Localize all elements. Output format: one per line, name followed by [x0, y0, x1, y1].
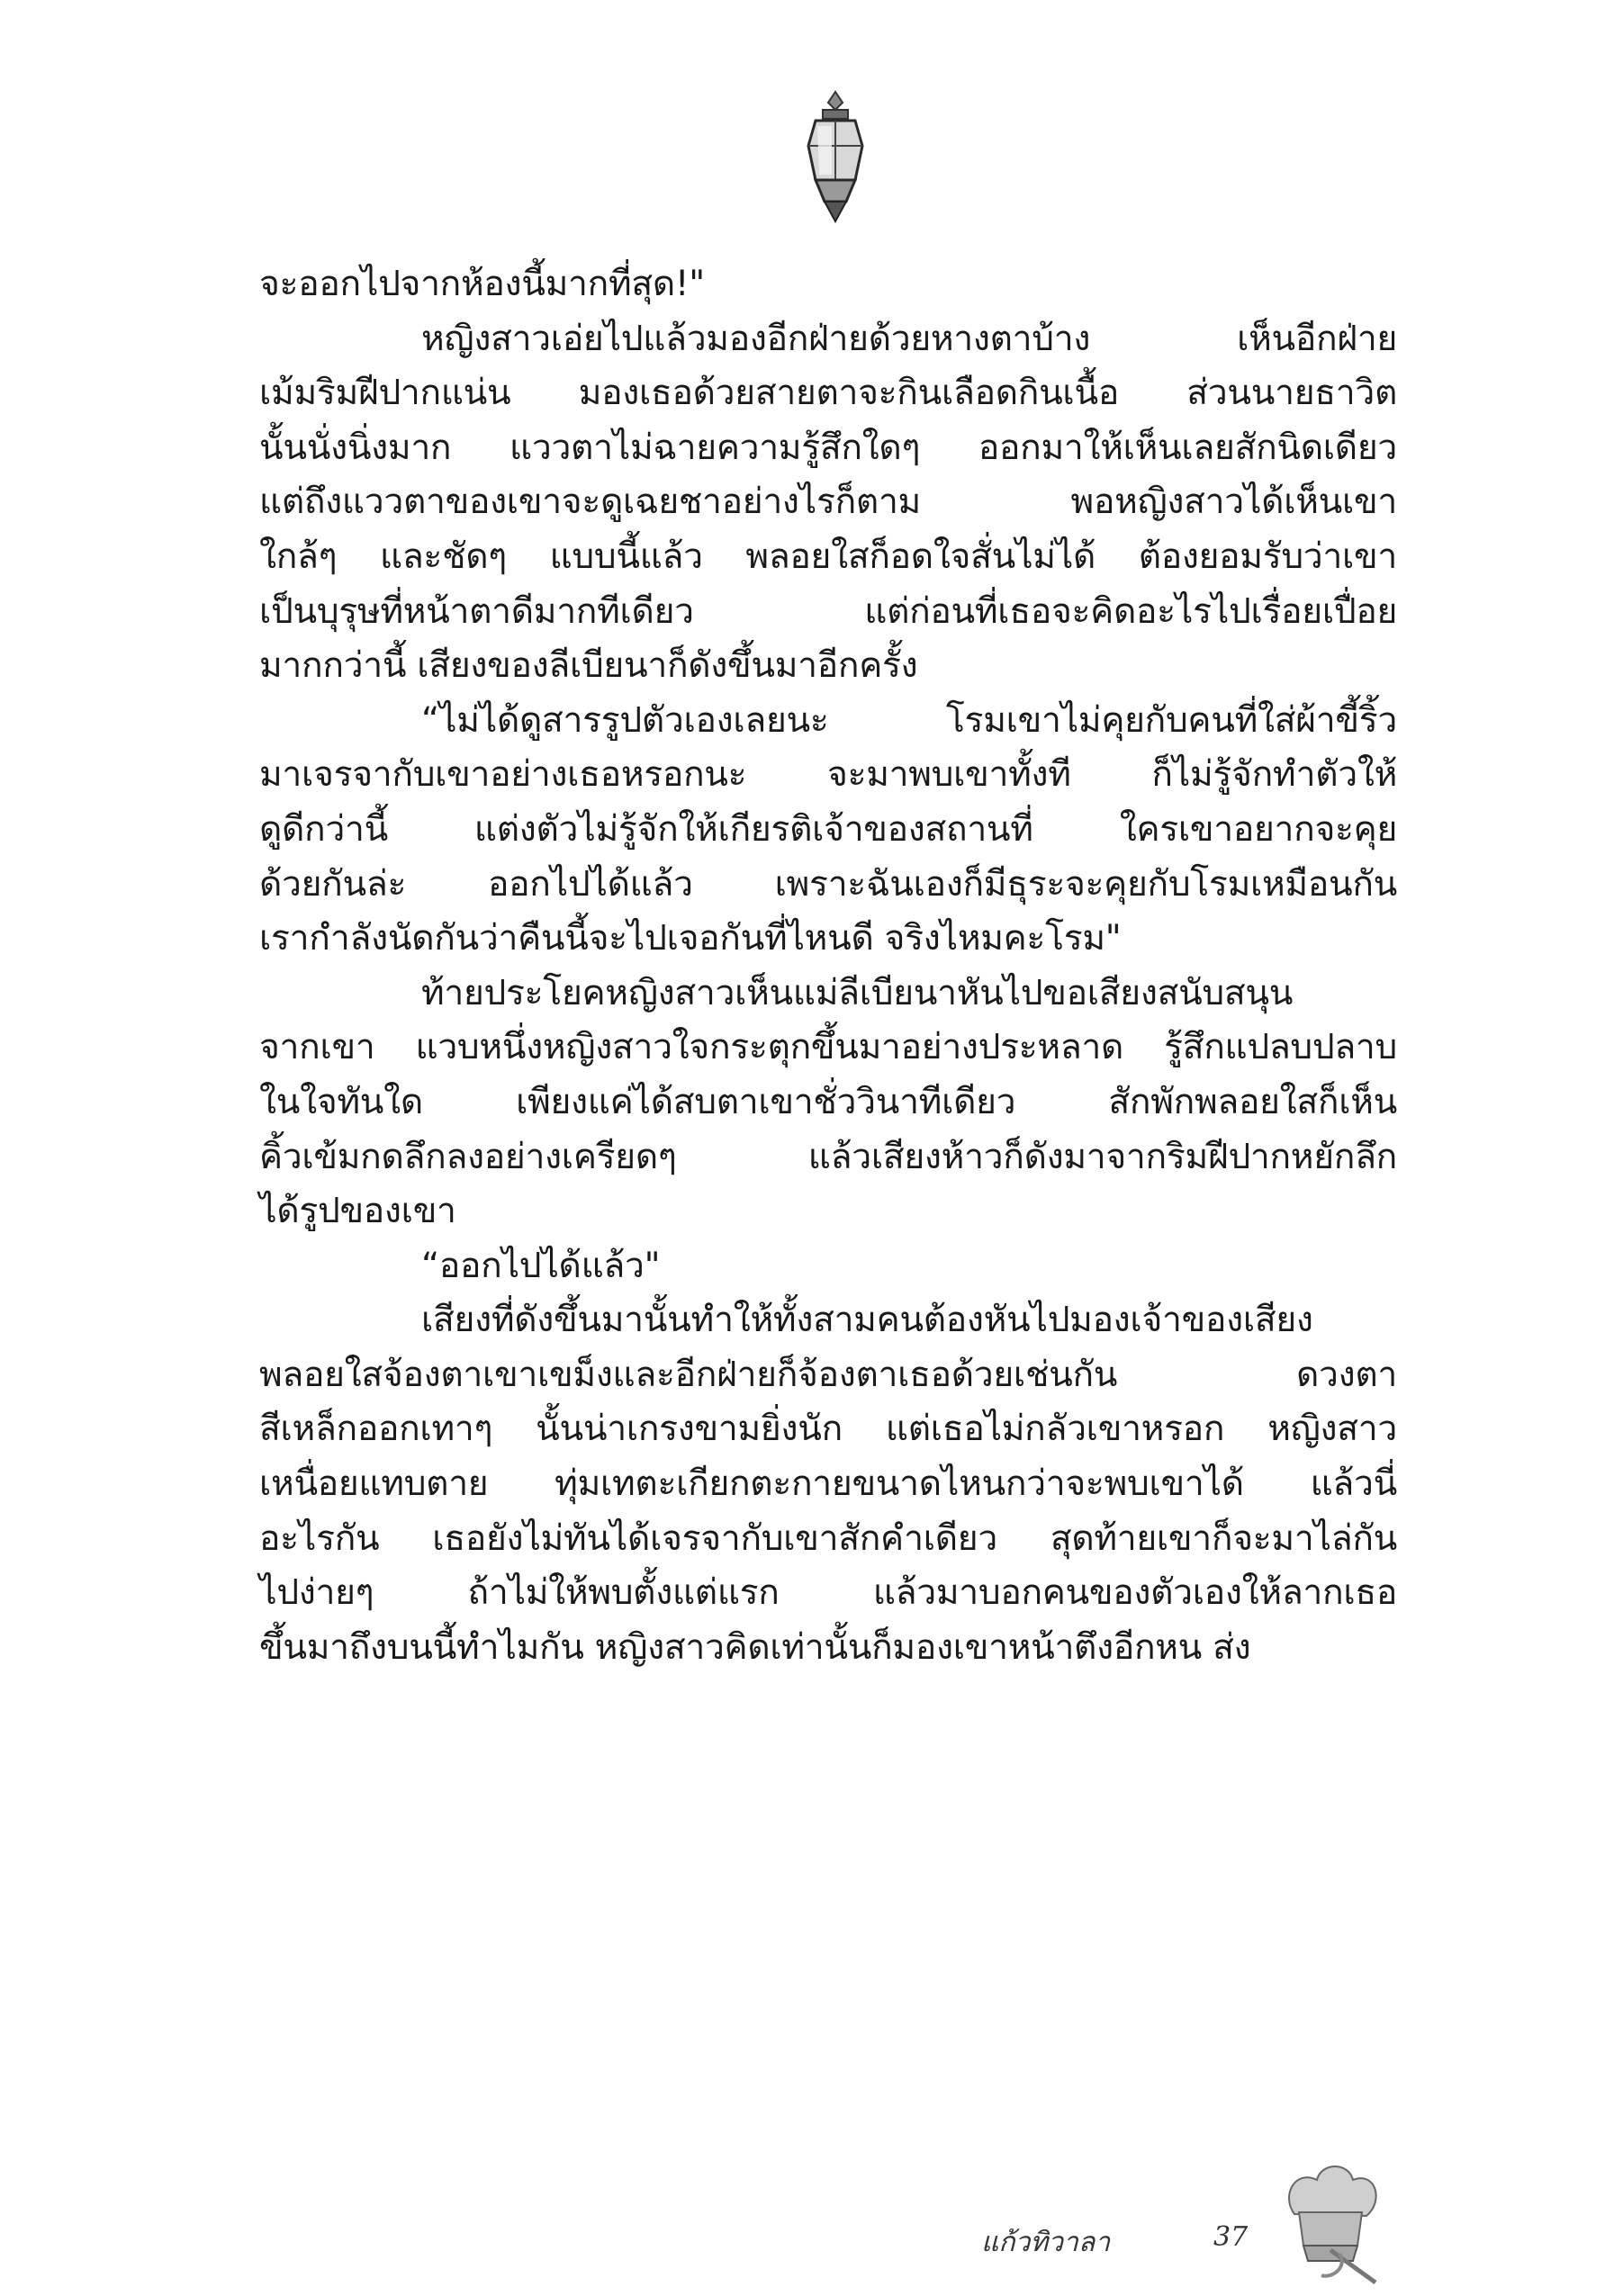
- text-line: ได้รูปของเขา: [259, 1191, 456, 1232]
- text-line: “ออกไปได้แล้ว": [421, 1245, 661, 1286]
- text-line: เสียงที่ดังขึ้นมานั้นทำให้ทั้งสามคนต้องหันไปมองเจ้าของเสียง: [421, 1300, 1313, 1341]
- text-line: หญิงสาวเอ่ยไปแล้วมองอีกฝ่ายด้วยหางตาบ้าง เห็นอีกฝ่าย: [421, 318, 1397, 359]
- text-line: อะไรกัน เธอยังไม่ทันได้เจรจากับเขาสักคำเดียว สุดท้ายเขาก็จะมาไล่กัน: [259, 1517, 1397, 1559]
- text-line: พลอยใสจ้องตาเขาเขม็งและอีกฝ่ายก็จ้องตาเธอด้วยเช่นกัน ดวงตา: [259, 1354, 1397, 1395]
- lantern-icon: [799, 90, 871, 225]
- text-line: จากเขา แวบหนึ่งหญิงสาวใจกระตุกขึ้นมาอย่างประหลาด รู้สึกแปลบปลาบ: [259, 1027, 1397, 1068]
- text-line: ท้ายประโยคหญิงสาวเห็นแม่ลีเบียนาหันไปขอเสียงสนับสนุน: [421, 972, 1294, 1013]
- text-line: สีเหล็กออกเทาๆ นั้นน่าเกรงขามยิ่งนัก แต่เธอไม่กลัวเขาหรอก หญิงสาว: [259, 1409, 1397, 1450]
- text-line: ไปง่ายๆ ถ้าไม่ให้พบตั้งแต่แรก แล้วมาบอกคนของตัวเองให้ลากเธอ: [259, 1572, 1397, 1614]
- text-line: ใกล้ๆ และชัดๆ แบบนี้แล้ว พลอยใสก็อดใจสั่นไม่ได้ ต้องยอมรับว่าเขา: [259, 536, 1397, 577]
- book-title: แก้วทิวาลา: [981, 2227, 1111, 2258]
- chef-hat-ornament-icon: [1276, 2160, 1384, 2286]
- text-line: มากกว่านี้ เสียงของลีเบียนาก็ดังขึ้นมาอีกครั้ง: [259, 645, 918, 687]
- text-line: เหนื่อยแทบตาย ทุ่มเทตะเกียกตะกายขนาดไหนกว่าจะพบเขาได้ แล้วนี่: [259, 1463, 1397, 1505]
- text-line: มาเจรจากับเขาอย่างเธอหรอกนะ จะมาพบเขาทั้งที ก็ไม่รู้จักทำตัวให้: [259, 754, 1397, 796]
- text-line: ด้วยกันล่ะ ออกไปได้แล้ว เพราะฉันเองก็มีธุระจะคุยกับโรมเหมือนกัน: [259, 863, 1397, 905]
- text-line: เรากำลังนัดกันว่าคืนนี้จะไปเจอกันที่ไหนดี จริงไหมคะโรม": [259, 918, 1122, 959]
- text-line: ดูดีกว่านี้ แต่งตัวไม่รู้จักให้เกียรติเจ้าของสถานที่ ใครเขาอยากจะคุย: [259, 808, 1397, 850]
- text-line: เป็นบุรุษที่หน้าตาดีมากทีเดียว แต่ก่อนที่เธอจะคิดอะไรไปเรื่อยเปื่อย: [259, 590, 1397, 632]
- text-line: แต่ถึงแววตาของเขาจะดูเฉยชาอย่างไรก็ตาม พอหญิงสาวได้เห็นเขา: [259, 482, 1397, 523]
- text-line: คิ้วเข้มกดลึกลงอย่างเครียดๆ แล้วเสียงห้าวก็ดังมาจากริมฝีปากหยักลึก: [259, 1136, 1397, 1177]
- text-line: นั้นนั่งนิ่งมาก แววตาไม่ฉายความรู้สึกใดๆ ออกมาให้เห็นเลยสักนิดเดียว: [259, 427, 1397, 468]
- text-line: “ไม่ได้ดูสารรูปตัวเองเลยนะ โรมเขาไม่คุยกับคนที่ใส่ผ้าขี้ริ้ว: [421, 699, 1397, 741]
- body-text: [259, 257, 1397, 1675]
- text-line: เม้มริมฝีปากแน่น มองเธอด้วยสายตาจะกินเลือดกินเนื้อ ส่วนนายธาวิต: [259, 373, 1397, 414]
- text-line: ในใจทันใด เพียงแค่ได้สบตาเขาชั่ววินาทีเดียว สักพักพลอยใสก็เห็น: [259, 1081, 1397, 1122]
- page-number: 37: [1213, 2221, 1249, 2253]
- text-line: ขึ้นมาถึงบนนี้ทำไมกัน หญิงสาวคิดเท่านั้นก็มองเขาหน้าตึงอีกหน ส่ง: [259, 1626, 1251, 1668]
- text-line: จะออกไปจากห้องนี้มากที่สุด!": [259, 264, 705, 304]
